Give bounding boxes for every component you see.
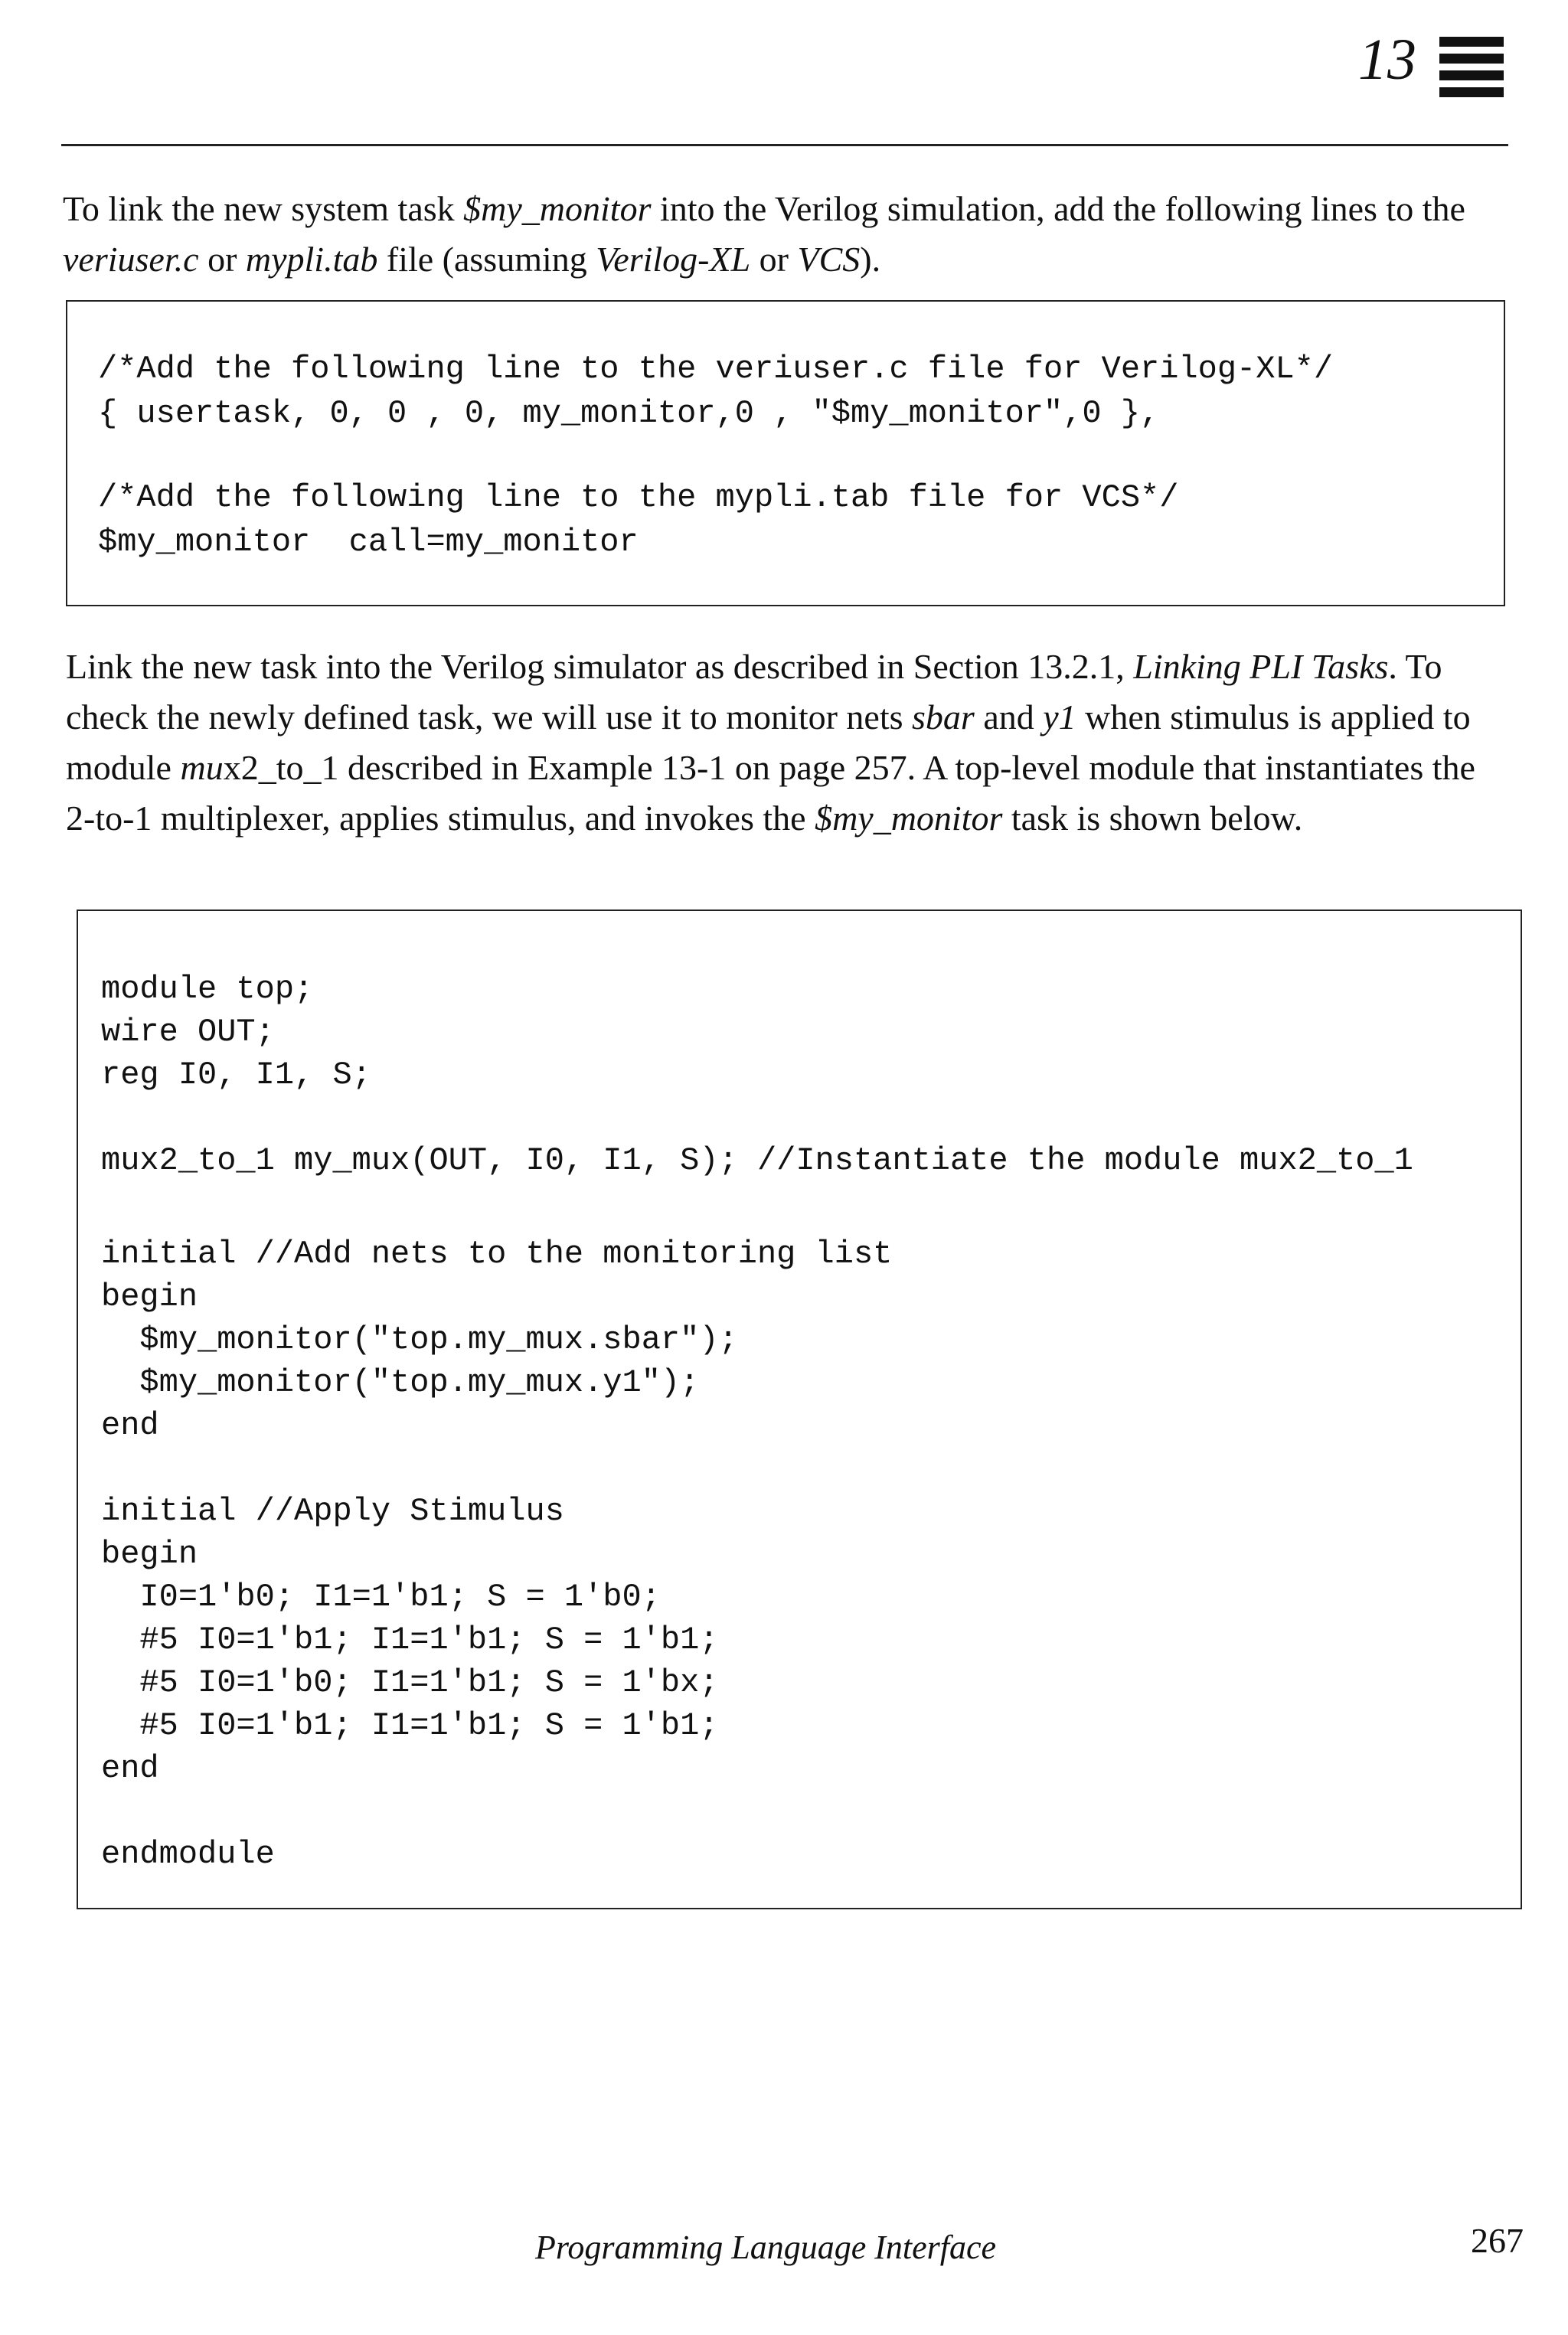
code-line: #5 I0=1'b1; I1=1'b1; S = 1'b1;: [101, 1707, 719, 1744]
code-line: endmodule: [101, 1836, 275, 1873]
code-line: I0=1'b0; I1=1'b1; S = 1'b0;: [101, 1579, 661, 1615]
code-line: $my_monitor("top.my_mux.sbar");: [101, 1321, 738, 1358]
code-line: $my_monitor call=my_monitor: [98, 524, 639, 560]
code-line: #5 I0=1'b0; I1=1'b1; S = 1'bx;: [101, 1664, 719, 1701]
running-footer-title: Programming Language Interface: [534, 2229, 997, 2266]
code-line: end: [101, 1407, 159, 1444]
chapter-number: 13: [1358, 28, 1416, 92]
code-line: end: [101, 1750, 159, 1787]
link-paragraph: Link the new task into the Verilog simulator as described in Section 13.2.1, Linking PLI Tasks. To check the newly defined task, we will use it to monitor nets sbar and y1 when stimulus is applied to module mux2_to_1 described in Example 13-1 on page 257. A top-level module that instantiates the 2-to-1 multiplexer, applies stimulus, and invokes the $my_monitor task is shown below.: [66, 647, 1475, 838]
code-line: wire OUT;: [101, 1014, 275, 1050]
code-line: initial //Apply Stimulus: [101, 1493, 564, 1530]
code-line: module top;: [101, 971, 314, 1007]
code-line: mux2_to_1 my_mux(OUT, I0, I1, S); //Instantiate the module mux2_to_1: [101, 1142, 1413, 1179]
code-line: $my_monitor("top.my_mux.y1");: [101, 1364, 700, 1401]
code-line: #5 I0=1'b1; I1=1'b1; S = 1'b1;: [101, 1621, 719, 1658]
chapter-tab-bars-icon: [1439, 37, 1504, 104]
code-line: /*Add the following line to the mypli.tab file for VCS*/: [98, 479, 1179, 516]
intro-paragraph: To link the new system task $my_monitor into the Verilog simulation, add the following lines to the veriuser.c or mypli.tab file (assuming Verilog-XL or VCS).: [63, 189, 1465, 279]
code-line: begin: [101, 1536, 198, 1572]
code-line: begin: [101, 1279, 198, 1315]
page-number: 267: [1471, 2221, 1524, 2260]
code-line: reg I0, I1, S;: [101, 1056, 371, 1093]
code-line: initial //Add nets to the monitoring list: [101, 1236, 893, 1272]
code-line: { usertask, 0, 0 , 0, my_monitor,0 , "$my_monitor",0 },: [98, 395, 1160, 432]
code-line: /*Add the following line to the veriuser.c file for Verilog-XL*/: [98, 351, 1334, 387]
header-rule: [61, 144, 1508, 146]
code-block-veriuser: [66, 300, 1505, 606]
code-block-top-module: [77, 910, 1522, 1909]
